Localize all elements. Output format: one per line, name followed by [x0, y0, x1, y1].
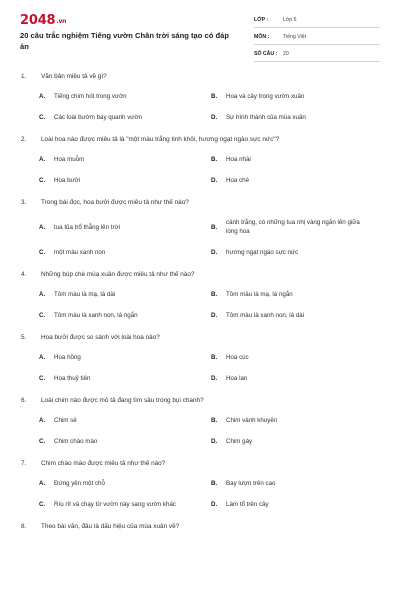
question-number: 5. [21, 334, 27, 341]
option-text: Hoa và cây trong vườn xuân [226, 93, 305, 100]
option-letter: A. [39, 223, 46, 231]
option-letter: A. [39, 480, 46, 487]
option-text: Hoa chè [226, 177, 250, 184]
option-text: hương ngạt ngào sực nức [226, 249, 299, 256]
answer-options [0, 290, 400, 320]
answer-options [0, 92, 400, 122]
option-text: Hoa bưởi [54, 177, 81, 184]
option-c[interactable] [39, 113, 211, 122]
option-a[interactable] [39, 155, 211, 164]
question-text: Loài chim nào được mô tả đang tìm sâu trong bụi chanh? [41, 397, 204, 404]
option-text: Bay lượn trên cao [226, 480, 276, 487]
question-number: 8. [21, 523, 27, 530]
option-text: Hoa thuỷ tiên [54, 375, 91, 382]
meta-row-subject [254, 30, 380, 45]
option-d[interactable] [211, 374, 371, 383]
option-d[interactable] [211, 176, 371, 185]
option-a[interactable] [39, 218, 211, 236]
meta-row-count [254, 47, 380, 62]
option-d[interactable] [211, 311, 371, 320]
question-number: 1. [21, 73, 27, 80]
option-c[interactable] [39, 374, 211, 383]
option-letter: C. [39, 501, 46, 508]
meta-value: Tiếng Việt [283, 34, 307, 40]
question-number: 6. [21, 397, 27, 404]
logo-tld: .vn [56, 18, 67, 25]
option-d[interactable] [211, 248, 371, 257]
meta-label: MÔN : [254, 34, 270, 40]
option-text: Tôm màu là xanh non, lá ngắn [54, 312, 138, 319]
option-letter: B. [211, 223, 218, 231]
question-text: Chim chào mào được miêu tả như thế nào? [41, 460, 166, 467]
option-letter: A. [39, 417, 46, 424]
logo-text: 2048 [20, 13, 56, 28]
option-b[interactable] [211, 479, 371, 488]
option-text: Các loài bướm bay quanh vườn [54, 114, 142, 121]
option-letter: D. [211, 114, 218, 121]
option-text: Chim gáy [226, 438, 253, 445]
option-letter: C. [39, 312, 46, 319]
option-d[interactable] [211, 113, 371, 122]
option-letter: A. [39, 156, 46, 163]
option-text: Chim chào mào [54, 438, 98, 445]
meta-label: SỐ CÂU : [254, 51, 278, 57]
option-letter: A. [39, 291, 46, 298]
option-letter: C. [39, 177, 46, 184]
option-letter: C. [39, 249, 46, 256]
option-a[interactable] [39, 353, 211, 362]
answer-options [0, 479, 400, 509]
option-a[interactable] [39, 479, 211, 488]
option-text: Hoa muỗm [54, 156, 85, 163]
option-letter: B. [211, 417, 218, 424]
option-b[interactable] [211, 353, 371, 362]
question-2 [0, 135, 400, 185]
meta-value: Lớp 5 [283, 17, 297, 23]
option-letter: D. [211, 177, 218, 184]
option-text: Chim sẻ [54, 417, 77, 424]
option-letter: A. [39, 354, 46, 361]
option-d[interactable] [211, 437, 371, 446]
option-text: Tiếng chim hót trong vườn [54, 93, 127, 100]
option-b[interactable] [211, 416, 371, 425]
option-c[interactable] [39, 437, 211, 446]
option-text: Tôm màu là mạ, lá ngắn [226, 291, 293, 298]
option-letter: C. [39, 438, 46, 445]
option-letter: C. [39, 375, 46, 382]
question-text: Theo bài văn, đâu là dấu hiệu của mùa xuân về? [41, 523, 180, 530]
option-letter: C. [39, 114, 46, 121]
question-4 [0, 270, 400, 320]
option-letter: D. [211, 501, 218, 508]
meta-label: LỚP : [254, 17, 269, 23]
option-text: tua tủa trổ thẳng lên trời [54, 223, 120, 231]
option-text: Hoa cúc [226, 354, 249, 361]
question-text: Văn bản miêu tả về gì? [41, 73, 107, 80]
document-meta [254, 13, 380, 64]
question-7 [0, 459, 400, 509]
option-b[interactable] [211, 290, 371, 299]
option-text: Ríu rít và chạy từ vườn này sang vườn khác [54, 501, 176, 508]
option-text: Sự hình thành của mùa xuân [226, 114, 306, 121]
option-a[interactable] [39, 416, 211, 425]
question-text: Hoa bưởi được so sánh với loài hoa nào? [41, 334, 160, 341]
option-text: cánh trắng, có những tua nhị vàng ngăn lên giữa lòng hoa [226, 219, 360, 235]
answer-options [0, 218, 400, 257]
question-number: 2. [21, 136, 27, 143]
question-1 [0, 72, 400, 122]
option-letter: B. [211, 93, 218, 100]
option-letter: B. [211, 480, 218, 487]
question-list [0, 72, 400, 544]
meta-row-class [254, 13, 380, 28]
option-c[interactable] [39, 176, 211, 185]
question-text: Trong bài đọc, hoa bưởi được miêu tả như thế nào? [41, 199, 189, 206]
answer-options [0, 416, 400, 446]
option-b[interactable] [211, 218, 371, 236]
question-3 [0, 198, 400, 257]
option-text: Tôm màu là xanh non, lá dài [226, 312, 305, 319]
option-a[interactable] [39, 92, 211, 101]
option-letter: B. [211, 156, 218, 163]
option-letter: D. [211, 375, 218, 382]
option-text: Đứng yên một chỗ [54, 480, 105, 487]
question-number: 4. [21, 271, 27, 278]
question-number: 3. [21, 199, 27, 206]
option-b[interactable] [211, 92, 371, 101]
document-title: 20 câu trắc nghiệm Tiếng vườn Chân trời sáng tạo có đáp án [20, 31, 229, 51]
answer-options [0, 353, 400, 383]
option-text: Hoa nhài [226, 156, 251, 163]
option-b[interactable] [211, 155, 371, 164]
option-letter: A. [39, 93, 46, 100]
answer-options [0, 155, 400, 185]
option-letter: B. [211, 354, 218, 361]
option-text: Hoa lan [226, 375, 248, 382]
option-c[interactable] [39, 500, 211, 509]
option-text: Chim vành khuyên [226, 417, 278, 424]
option-letter: D. [211, 312, 218, 319]
option-text: Làm tổ trên cây [226, 501, 269, 508]
option-c[interactable] [39, 311, 211, 320]
question-number: 7. [21, 460, 27, 467]
option-d[interactable] [211, 500, 371, 509]
option-letter: D. [211, 438, 218, 445]
question-6 [0, 396, 400, 446]
option-letter: B. [211, 291, 218, 298]
question-text: Những búp chè mùa xuân được miêu tả như thế nào? [41, 271, 195, 278]
question-5 [0, 333, 400, 383]
question-text: Loài hoa nào được miêu tả là "một màu trắng tinh khôi, hương ngạt ngào sực nức"? [41, 136, 280, 143]
meta-value: 20 [283, 51, 289, 57]
option-letter: D. [211, 249, 218, 256]
document-header [0, 0, 400, 62]
question-8 [0, 522, 400, 531]
option-text: một màu xanh non [54, 249, 106, 256]
option-a[interactable] [39, 290, 211, 299]
site-logo[interactable] [20, 13, 66, 28]
option-text: Tôm màu là mạ, lá dài [54, 291, 116, 298]
option-c[interactable] [39, 248, 211, 257]
option-text: Hoa hồng [54, 354, 81, 361]
